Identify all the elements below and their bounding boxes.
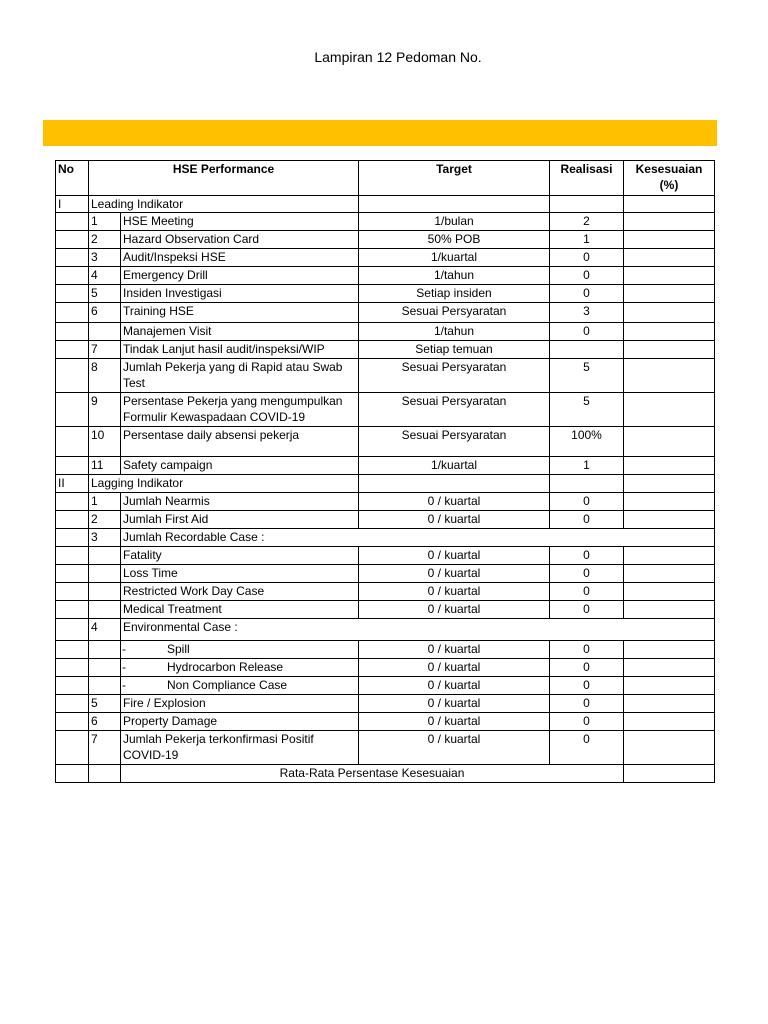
table-row — [56, 249, 715, 267]
row-blank — [56, 765, 89, 783]
row-blank — [56, 457, 89, 475]
row-blank — [89, 601, 121, 619]
row-target: 0 / kuartal — [359, 695, 550, 713]
row-item — [121, 641, 359, 659]
table-row — [56, 341, 715, 359]
row-no: 2 — [89, 511, 121, 529]
row-kesesuaian — [624, 565, 715, 583]
average-value — [624, 765, 715, 783]
row-blank — [56, 341, 89, 359]
page-title: Lampiran 12 Pedoman No. — [314, 49, 482, 65]
section-row-leading — [56, 196, 715, 213]
row-realisasi: 0 — [550, 323, 624, 341]
row-target: 0 / kuartal — [359, 641, 550, 659]
row-kesesuaian — [624, 231, 715, 249]
row-kesesuaian — [624, 359, 715, 393]
table-sub-row — [56, 641, 715, 659]
table-sub-row — [56, 547, 715, 565]
row-target: 0 / kuartal — [359, 565, 550, 583]
row-target: 50% POB — [359, 231, 550, 249]
row-blank — [89, 659, 121, 677]
row-kesesuaian — [624, 713, 715, 731]
row-item: Medical Treatment — [121, 601, 359, 619]
table-sub-row — [56, 659, 715, 677]
row-blank — [56, 731, 89, 765]
bullet-dash: - — [122, 660, 126, 674]
row-blank — [56, 493, 89, 511]
row-target: 0 / kuartal — [359, 601, 550, 619]
row-no: 11 — [89, 457, 121, 475]
row-blank — [56, 695, 89, 713]
row-realisasi: 0 — [550, 659, 624, 677]
row-kesesuaian — [624, 427, 715, 457]
row-realisasi: 0 — [550, 601, 624, 619]
hse-performance-table — [55, 160, 715, 783]
row-item: HSE Meeting — [121, 213, 359, 231]
row-kesesuaian — [624, 303, 715, 323]
row-kesesuaian — [624, 393, 715, 427]
row-no: 5 — [89, 695, 121, 713]
row-item — [121, 659, 359, 677]
row-blank — [89, 547, 121, 565]
row-no: 6 — [89, 713, 121, 731]
row-realisasi: 0 — [550, 583, 624, 601]
row-target: Sesuai Persyaratan — [359, 303, 550, 323]
bullet-dash: - — [122, 678, 126, 692]
row-blank — [89, 583, 121, 601]
row-item: Fatality — [121, 547, 359, 565]
header-performance: HSE Performance — [89, 161, 359, 196]
row-target: Setiap insiden — [359, 285, 550, 303]
row-no: 5 — [89, 285, 121, 303]
row-kesesuaian — [624, 493, 715, 511]
row-item: Jumlah Recordable Case : — [121, 529, 715, 547]
row-target: 1/kuartal — [359, 249, 550, 267]
row-target: Sesuai Persyaratan — [359, 427, 550, 457]
row-kesesuaian — [624, 731, 715, 765]
row-realisasi: 0 — [550, 285, 624, 303]
section-no: II — [56, 475, 89, 493]
table-row — [56, 359, 715, 393]
table-row — [56, 457, 715, 475]
row-realisasi: 100% — [550, 427, 624, 457]
row-kesesuaian — [624, 457, 715, 475]
row-kesesuaian — [624, 341, 715, 359]
row-blank — [56, 303, 89, 323]
row-item: Training HSE — [121, 303, 359, 323]
row-target: 1/kuartal — [359, 457, 550, 475]
row-realisasi: 1 — [550, 231, 624, 249]
row-target: Sesuai Persyaratan — [359, 393, 550, 427]
row-item: Restricted Work Day Case — [121, 583, 359, 601]
section-no: I — [56, 196, 89, 213]
row-realisasi: 1 — [550, 457, 624, 475]
row-no: 4 — [89, 267, 121, 285]
row-kesesuaian — [624, 213, 715, 231]
header-kesesuaian: Kesesuaian (%) — [624, 161, 715, 196]
row-blank — [56, 267, 89, 285]
table-sub-row — [56, 565, 715, 583]
row-realisasi: 0 — [550, 249, 624, 267]
row-target: Sesuai Persyaratan — [359, 359, 550, 393]
row-blank — [56, 249, 89, 267]
row-item: Tindak Lanjut hasil audit/inspeksi/WIP — [121, 341, 359, 359]
table-row — [56, 619, 715, 641]
row-realisasi: 0 — [550, 731, 624, 765]
row-item: Environmental Case : — [121, 619, 715, 641]
row-target: 0 / kuartal — [359, 713, 550, 731]
table-row — [56, 493, 715, 511]
sub-item-label: Hydrocarbon Release — [167, 660, 284, 674]
table-row — [56, 303, 715, 323]
row-blank — [89, 565, 121, 583]
sub-item-label: Spill — [167, 642, 190, 656]
bullet-dash: - — [122, 642, 126, 656]
average-label: Rata-Rata Persentase Kesesuaian — [121, 765, 624, 783]
header-target: Target — [359, 161, 550, 196]
row-no: 8 — [89, 359, 121, 393]
row-no: 10 — [89, 427, 121, 457]
row-no: 3 — [89, 529, 121, 547]
row-item: Jumlah Pekerja yang di Rapid atau Swab Test — [121, 359, 359, 393]
row-item — [121, 677, 359, 695]
row-blank — [56, 659, 89, 677]
row-no: 1 — [89, 493, 121, 511]
row-blank — [56, 713, 89, 731]
table-footer-row — [56, 765, 715, 783]
table-row — [56, 323, 715, 341]
table-row — [56, 695, 715, 713]
row-item: Persentase daily absensi pekerja — [121, 427, 359, 457]
table-row — [56, 393, 715, 427]
row-blank — [56, 427, 89, 457]
row-blank — [56, 565, 89, 583]
table-row — [56, 731, 715, 765]
table-sub-row — [56, 601, 715, 619]
row-item: Persentase Pekerja yang mengumpulkan Formulir Kewaspadaan COVID-19 — [121, 393, 359, 427]
row-kesesuaian — [624, 267, 715, 285]
row-target: 0 / kuartal — [359, 677, 550, 695]
row-no: 9 — [89, 393, 121, 427]
row-blank — [56, 601, 89, 619]
row-target: Setiap temuan — [359, 341, 550, 359]
row-no: 4 — [89, 619, 121, 641]
header-color-bar — [43, 120, 717, 146]
row-kesesuaian — [624, 641, 715, 659]
row-blank — [89, 677, 121, 695]
row-blank — [56, 231, 89, 249]
row-item: Jumlah Pekerja terkonfirmasi Positif COVID-19 — [121, 731, 359, 765]
table-row — [56, 529, 715, 547]
table-row — [56, 285, 715, 303]
row-no: 3 — [89, 249, 121, 267]
row-item: Jumlah Nearmis — [121, 493, 359, 511]
row-no: 2 — [89, 231, 121, 249]
row-item: Jumlah First Aid — [121, 511, 359, 529]
row-blank — [56, 547, 89, 565]
row-target: 0 / kuartal — [359, 659, 550, 677]
row-blank — [89, 641, 121, 659]
row-item: Hazard Observation Card — [121, 231, 359, 249]
table-row — [56, 231, 715, 249]
row-no: 7 — [89, 341, 121, 359]
row-target: 0 / kuartal — [359, 583, 550, 601]
row-target: 0 / kuartal — [359, 547, 550, 565]
row-blank — [56, 583, 89, 601]
row-blank — [56, 677, 89, 695]
row-kesesuaian — [624, 583, 715, 601]
table-row — [56, 427, 715, 457]
row-realisasi: 0 — [550, 677, 624, 695]
table-sub-row — [56, 677, 715, 695]
row-realisasi: 0 — [550, 267, 624, 285]
row-target: 0 / kuartal — [359, 511, 550, 529]
row-kesesuaian — [624, 547, 715, 565]
row-realisasi: 0 — [550, 713, 624, 731]
row-blank — [56, 393, 89, 427]
row-item: Fire / Explosion — [121, 695, 359, 713]
row-realisasi: 5 — [550, 359, 624, 393]
row-realisasi: 0 — [550, 641, 624, 659]
row-target: 1/tahun — [359, 267, 550, 285]
row-item: Insiden Investigasi — [121, 285, 359, 303]
row-target: 0 / kuartal — [359, 493, 550, 511]
table-row — [56, 713, 715, 731]
row-kesesuaian — [624, 511, 715, 529]
row-item: Loss Time — [121, 565, 359, 583]
row-blank — [56, 619, 89, 641]
row-item: Manajemen Visit — [121, 323, 359, 341]
row-realisasi — [550, 341, 624, 359]
row-target: 1/tahun — [359, 323, 550, 341]
row-realisasi: 0 — [550, 565, 624, 583]
row-blank — [56, 511, 89, 529]
row-blank — [56, 641, 89, 659]
section-label: Leading Indikator — [89, 196, 359, 213]
row-no: 1 — [89, 213, 121, 231]
header-no: No — [56, 161, 89, 196]
row-blank — [89, 765, 121, 783]
row-blank — [56, 285, 89, 303]
row-blank — [56, 213, 89, 231]
row-realisasi: 0 — [550, 493, 624, 511]
row-item: Emergency Drill — [121, 267, 359, 285]
row-kesesuaian — [624, 285, 715, 303]
table-row — [56, 213, 715, 231]
row-item: Safety campaign — [121, 457, 359, 475]
section-row-lagging — [56, 475, 715, 493]
row-realisasi: 0 — [550, 547, 624, 565]
section-label: Lagging Indikator — [89, 475, 359, 493]
row-item: Property Damage — [121, 713, 359, 731]
table-row — [56, 511, 715, 529]
header-realisasi: Realisasi — [550, 161, 624, 196]
row-kesesuaian — [624, 659, 715, 677]
row-kesesuaian — [624, 695, 715, 713]
row-target: 0 / kuartal — [359, 731, 550, 765]
row-realisasi: 0 — [550, 695, 624, 713]
row-kesesuaian — [624, 677, 715, 695]
row-blank — [56, 529, 89, 547]
table-sub-row — [56, 583, 715, 601]
table-header-row — [56, 161, 715, 196]
table-row — [56, 267, 715, 285]
row-realisasi: 5 — [550, 393, 624, 427]
row-kesesuaian — [624, 323, 715, 341]
row-blank — [56, 359, 89, 393]
sub-item-label: Non Compliance Case — [167, 678, 288, 692]
row-item: Audit/Inspeksi HSE — [121, 249, 359, 267]
row-target: 1/bulan — [359, 213, 550, 231]
row-realisasi: 0 — [550, 511, 624, 529]
row-no — [89, 323, 121, 341]
row-realisasi: 2 — [550, 213, 624, 231]
row-kesesuaian — [624, 249, 715, 267]
row-no: 7 — [89, 731, 121, 765]
row-no: 6 — [89, 303, 121, 323]
row-kesesuaian — [624, 601, 715, 619]
row-blank — [56, 323, 89, 341]
row-realisasi: 3 — [550, 303, 624, 323]
